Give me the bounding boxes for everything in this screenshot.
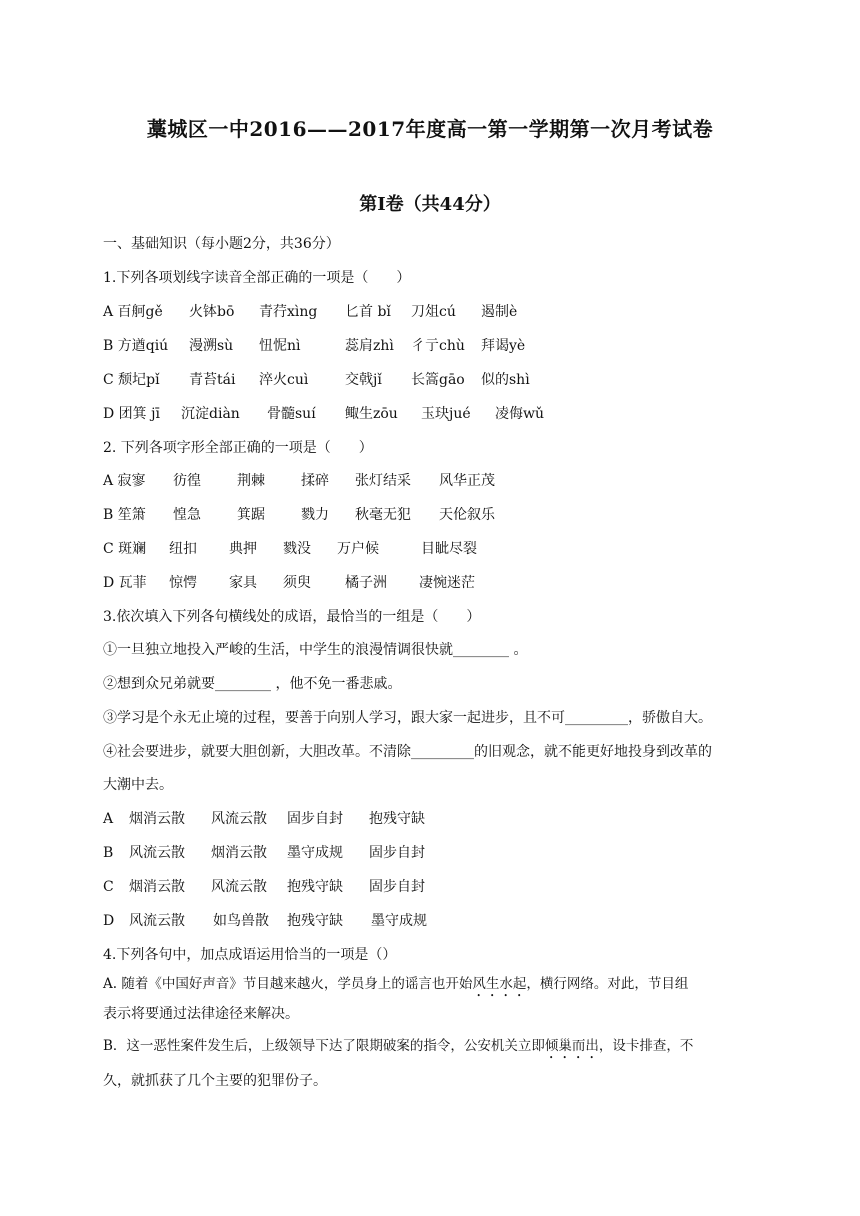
q1c-1: C 颓圮pǐ <box>103 372 160 388</box>
q1b-4: 蕊肩zhì <box>345 338 394 354</box>
q3d-1: 风流云散 <box>129 913 185 929</box>
q3d-4: 墨守成规 <box>371 913 427 929</box>
q2c-6: 目眦尽裂 <box>421 541 477 557</box>
q4b-text: B．这一恶性案件发生后，上级领导下达了限期破案的指令，公安机关立即 <box>103 1038 545 1054</box>
q1d-2: 沉淀diàn <box>181 406 240 422</box>
q1b-5: 彳亍chù <box>411 338 465 354</box>
q3-sentence-4-cont: 大潮中去。 <box>103 777 173 793</box>
q3b-2: 烟消云散 <box>211 845 267 861</box>
q2a-4: 揉碎 <box>301 473 329 489</box>
q2d-1: D 瓦菲 <box>103 575 147 591</box>
q4a-text: A. 随着《中国好声音》节目越来越火，学员身上的谣言也开始 <box>103 976 473 992</box>
q3a-3: 固步自封 <box>287 811 343 827</box>
q2d-2: 惊愕 <box>169 575 197 591</box>
q2a-6: 风华正茂 <box>439 473 495 489</box>
q2-option-a <box>103 471 495 491</box>
q1d-5: 玉玦jué <box>421 406 471 422</box>
q4a-text-2: ，横行网络。对此，节目组 <box>526 976 689 992</box>
q3d-2: 如鸟兽散 <box>213 913 269 929</box>
q1c-5: 长篙gāo <box>411 372 465 388</box>
q2c-5: 万户候 <box>337 541 379 557</box>
q2d-6: 凄惋迷茫 <box>419 575 475 591</box>
q2a-1: A 寂寥 <box>103 473 146 489</box>
q2a-3: 荆棘 <box>237 473 265 489</box>
question-3-stem: 3.依次填入下列各句横线处的成语，最恰当的一组是（ ） <box>103 609 481 625</box>
q3-sentence-1: ①一旦独立地投入严峻的生活，中学生的浪漫情调很快就________ 。 <box>103 642 528 658</box>
q3c-letter: C <box>103 879 114 895</box>
q3-option-c <box>103 877 425 897</box>
q1c-2: 青苔tái <box>189 372 236 388</box>
q2c-3: 典押 <box>229 541 257 557</box>
q1c-4: 交戟jǐ <box>345 372 382 388</box>
q2b-2: 惶急 <box>173 507 201 523</box>
q1a-6: 遏制è <box>481 304 518 320</box>
section-title: 第I卷（共44分） <box>359 194 501 215</box>
q1a-1: A 百舸gě <box>103 304 163 320</box>
q4-option-b-cont: 久，就抓获了几个主要的犯罪份子。 <box>103 1073 327 1089</box>
q3-sentence-2: ②想到众兄弟就要________ ，他不免一番悲戚。 <box>103 676 402 692</box>
q2b-1: B 笙箫 <box>103 507 146 523</box>
q2-option-b <box>103 505 495 525</box>
q1b-2: 漫溯sù <box>189 338 234 354</box>
q2a-5: 张灯结采 <box>355 473 411 489</box>
q3c-1: 烟消云散 <box>129 879 185 895</box>
q2b-3: 箕踞 <box>237 507 265 523</box>
q1-option-c <box>103 370 530 390</box>
q1c-3: 淬火cuì <box>259 372 309 388</box>
q4b-text-2: ，设卡排查，不 <box>598 1038 694 1054</box>
q3a-letter: A <box>103 811 114 827</box>
section-heading: 一、基础知识（每小题2分，共36分） <box>103 236 340 252</box>
exam-title: 藁城区一中2016——2017年度高一第一学期第一次月考试卷 <box>146 117 714 141</box>
question-2-stem: 2. 下列各项字形全部正确的一项是（ ） <box>103 440 373 456</box>
question-4-stem: 4.下列各句中，加点成语运用恰当的一项是（） <box>103 947 397 963</box>
q2a-2: 彷徨 <box>173 473 201 489</box>
q2d-5: 橘子洲 <box>345 575 387 591</box>
q3d-3: 抱残守缺 <box>287 913 343 929</box>
q2d-3: 家具 <box>229 575 257 591</box>
q3-option-a <box>103 809 425 829</box>
q1a-2: 火钵bō <box>189 304 235 320</box>
q3c-4: 固步自封 <box>369 879 425 895</box>
q4b-idiom: 倾巢而出 <box>544 1038 599 1054</box>
q2-option-c <box>103 539 477 559</box>
q1b-6: 拜谒yè <box>481 338 526 354</box>
q3a-2: 风流云散 <box>211 811 267 827</box>
q3b-4: 固步自封 <box>369 845 425 861</box>
q2c-1: C 斑斓 <box>103 541 147 557</box>
question-1-stem: 1.下列各项划线字读音全部正确的一项是（ ） <box>103 270 411 286</box>
q3-option-b <box>103 843 425 863</box>
q3-sentence-3: ③学习是个永无止境的过程，要善于向别人学习，跟大家一起进步，且不可_________，骄傲自大。 <box>103 710 712 726</box>
q1b-3: 忸怩nì <box>259 338 301 354</box>
q2c-2: 纽扣 <box>169 541 197 557</box>
q3c-2: 风流云散 <box>211 879 267 895</box>
q3-option-d <box>103 911 427 931</box>
q2b-4: 戮力 <box>301 507 329 523</box>
q3a-4: 抱残守缺 <box>369 811 425 827</box>
q3d-letter: D <box>103 913 115 929</box>
q3a-1: 烟消云散 <box>129 811 185 827</box>
q1d-4: 鲰生zōu <box>345 406 398 422</box>
q2b-6: 天伦叙乐 <box>439 507 495 523</box>
q1-option-b <box>103 336 525 356</box>
q3b-1: 风流云散 <box>129 845 185 861</box>
q2b-5: 秋毫无犯 <box>355 507 411 523</box>
q4a-idiom: 风生水起 <box>472 976 527 992</box>
q2-option-d <box>103 573 475 593</box>
q1-option-a <box>103 302 517 322</box>
q1d-6: 凌侮wǔ <box>495 406 544 422</box>
q1a-4: 匕首 bǐ <box>345 304 391 320</box>
q1-option-d <box>103 404 544 424</box>
q1d-3: 骨髓suí <box>267 406 316 422</box>
q4-option-a <box>103 974 688 1000</box>
q1a-3: 青荇xìng <box>259 304 318 320</box>
q4-option-a-cont: 表示将要通过法律途径来解决。 <box>103 1006 299 1022</box>
q3b-3: 墨守成规 <box>287 845 343 861</box>
q1b-1: B 方遒qiú <box>103 338 169 354</box>
q3-sentence-4: ④社会要进步，就要大胆创新，大胆改革。不清除_________的旧观念，就不能更好地投身到改革的 <box>103 744 712 760</box>
q1c-6: 似的shì <box>481 372 530 388</box>
q1a-5: 刀俎cú <box>411 304 456 320</box>
q2d-4: 须臾 <box>283 575 311 591</box>
q2c-4: 戮没 <box>283 541 311 557</box>
q1d-1: D 团箕 jī <box>103 406 160 422</box>
q3c-3: 抱残守缺 <box>287 879 343 895</box>
q4-option-b <box>103 1036 693 1062</box>
q3b-letter: B <box>103 845 114 861</box>
